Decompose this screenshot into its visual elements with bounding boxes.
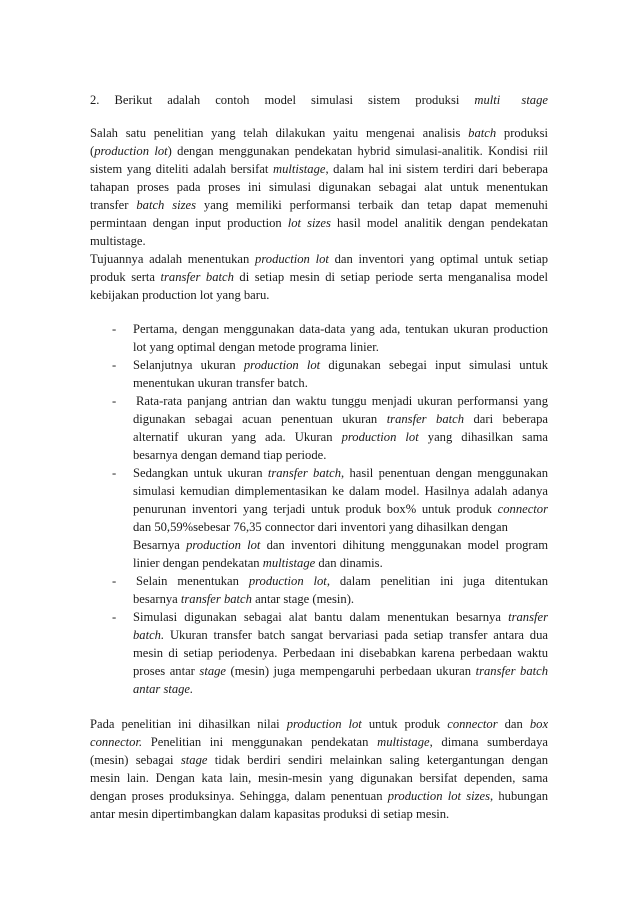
heading-word: produksi	[415, 93, 460, 107]
italic-term: lot sizes	[287, 216, 331, 230]
text-line: antar mesin dipertimbangkan dalam kapasitas produksi di setiap mesin.	[90, 807, 450, 821]
bullet-line: besarnya transfer batch antar stage (mesin).	[133, 592, 355, 606]
text-line: transfer batch sizes yang memiliki performansi terbaik dan tetap dapat memenuhi	[90, 198, 549, 212]
text-line: permintaan dengan input production lot sizes hasil model analitik dengan pendekatan	[90, 216, 548, 230]
text-line: multistage.	[90, 234, 146, 248]
bullet-line: proses antar stage (mesin) juga mempengaruhi perbedaan ukuran transfer batch	[133, 664, 549, 678]
italic-term: transfer batch	[267, 466, 342, 480]
heading-number: 2.	[90, 93, 100, 107]
text-line: (production lot) dengan menggunakan pendekatan hybrid simulasi-analitik. Kondisi riil	[90, 144, 548, 158]
bullet-line: Selain menentukan production lot, dalam penelitian ini juga ditentukan	[136, 574, 548, 588]
italic-term: multistage	[262, 556, 316, 570]
heading-word: simulasi	[311, 93, 354, 107]
bullet-line: menentukan ukuran transfer batch.	[133, 376, 308, 390]
text-line: dengan proses produksinya. Sehingga, dalam penentuan production lot sizes, hubungan	[90, 789, 549, 803]
italic-term: connector.	[90, 735, 143, 749]
text-line: kebijakan production lot yang baru.	[90, 288, 270, 302]
bullet-line: Selanjutnya ukuran production lot digunakan sebegai input simulasi untuk	[133, 358, 548, 372]
bullet-line: Besarnya production lot dan inventori dihitung menggunakan model program	[133, 538, 548, 552]
bullet-marker: -	[112, 394, 117, 408]
heading-word: sistem	[368, 93, 401, 107]
italic-term: multistage	[272, 162, 326, 176]
italic-term: connector	[497, 502, 548, 516]
bullet-marker: -	[112, 574, 117, 588]
italic-term: transfer	[508, 610, 548, 624]
italic-term: production lot	[255, 252, 329, 266]
bullet-line: Sedangkan untuk ukuran transfer batch, hasil penentuan dengan menggunakan	[133, 466, 548, 480]
italic-term: batch.	[133, 628, 165, 642]
bullet-line: simulasi kemudian dimplementasikan ke dalam model. Hasilnya adalah adanya	[133, 484, 548, 498]
italic-term: transfer batch	[386, 412, 465, 426]
text-line: produk serta transfer batch di setiap mesin di setiap periode serta menganalisa model	[90, 270, 549, 284]
heading-word: adalah	[167, 93, 201, 107]
bullet-line: linier dengan pendekatan multistage dan dinamis.	[133, 556, 383, 570]
heading-word: model	[264, 93, 296, 107]
italic-term: production lot	[341, 430, 419, 444]
text-line: sistem yang diteliti adalah bersifat multistage, dalam hal ini sistem terdiri dari beberapa	[90, 162, 548, 176]
text-line: Tujuannya adalah menentukan production lot dan inventori yang optimal untuk setiap	[90, 252, 548, 266]
italic-term: production lot	[94, 144, 168, 158]
bullet-marker: -	[112, 466, 117, 480]
text-line: Pada penelitian ini dihasilkan nilai production lot untuk produk connector dan box	[90, 717, 549, 731]
italic-term: stage	[180, 753, 208, 767]
bullet-line: dan 50,59%sebesar 76,35 connector dari inventori yang dihasilkan dengan	[133, 520, 508, 534]
text-line: Salah satu penelitian yang telah dilakukan yaitu mengenai analisis batch produksi	[90, 126, 548, 140]
italic-term: batch	[468, 126, 497, 140]
bullet-line: alternatif ukuran yang ada. Ukuran production lot yang dihasilkan sama	[133, 430, 548, 444]
italic-term: connector	[447, 717, 498, 731]
italic-term: stage	[199, 664, 227, 678]
heading-italic: multi stage	[474, 93, 548, 107]
italic-term: antar stage.	[133, 682, 194, 696]
bullet-marker: -	[112, 358, 117, 372]
italic-term: batch sizes	[136, 198, 197, 212]
italic-term: production lot sizes	[387, 789, 490, 803]
bullet-line: Simulasi digunakan sebagai alat bantu dalam menentukan besarnya transfer	[133, 610, 548, 624]
text-line: connector. Penelitian ini menggunakan pendekatan multistage, dimana sumberdaya	[90, 735, 548, 749]
text-line: (mesin) sebagai stage tidak berdiri sendiri melainkan saling ketergantungan dengan	[90, 753, 549, 767]
italic-term: production lot	[186, 538, 261, 552]
bullet-line: Pertama, dengan menggunakan data-data yang ada, tentukan ukuran production	[133, 322, 548, 336]
italic-term: production lot	[243, 358, 321, 372]
italic-term: transfer batch	[180, 592, 252, 606]
section-heading	[90, 92, 548, 108]
bullet-marker: -	[112, 610, 117, 624]
italic-term: transfer batch	[160, 270, 234, 284]
heading-word: Berikut	[114, 93, 153, 107]
text-line: tahapan proses pada proses ini simulasi digunakan sebagai alat untuk menentukan	[90, 180, 548, 194]
bullet-line: batch. Ukuran transfer batch sangat bervariasi pada setiap transfer antara dua	[133, 628, 548, 642]
italic-term: transfer batch	[475, 664, 549, 678]
bullet-line: lot yang optimal dengan metode programa linier.	[133, 340, 379, 354]
bullet-line: mesin di setiap periodenya. Perbedaan ini disebabkan karena perbedaan waktu	[133, 646, 548, 660]
bullet-line: besarnya dengan demand tiap periode.	[133, 448, 327, 462]
italic-term: production lot	[286, 717, 362, 731]
bullet-line: Rata-rata panjang antrian dan waktu tunggu menjadi ukuran performansi yang	[136, 394, 548, 408]
bullet-line: digunakan sebagai acuan penentuan ukuran transfer batch dari beberapa	[133, 412, 548, 426]
bullet-marker: -	[112, 322, 117, 336]
italic-term: production lot	[248, 574, 327, 588]
bullet-line	[133, 681, 193, 697]
text-line: mesin lain. Dengan kata lain, mesin-mesin yang digunakan bersifat dependen, sama	[90, 771, 548, 785]
italic-term: box	[529, 717, 549, 731]
heading-word: contoh	[215, 93, 250, 107]
italic-term: multistage	[377, 735, 430, 749]
bullet-line: penurunan inventori yang terjadi untuk produk box% untuk produk connector	[133, 502, 548, 516]
